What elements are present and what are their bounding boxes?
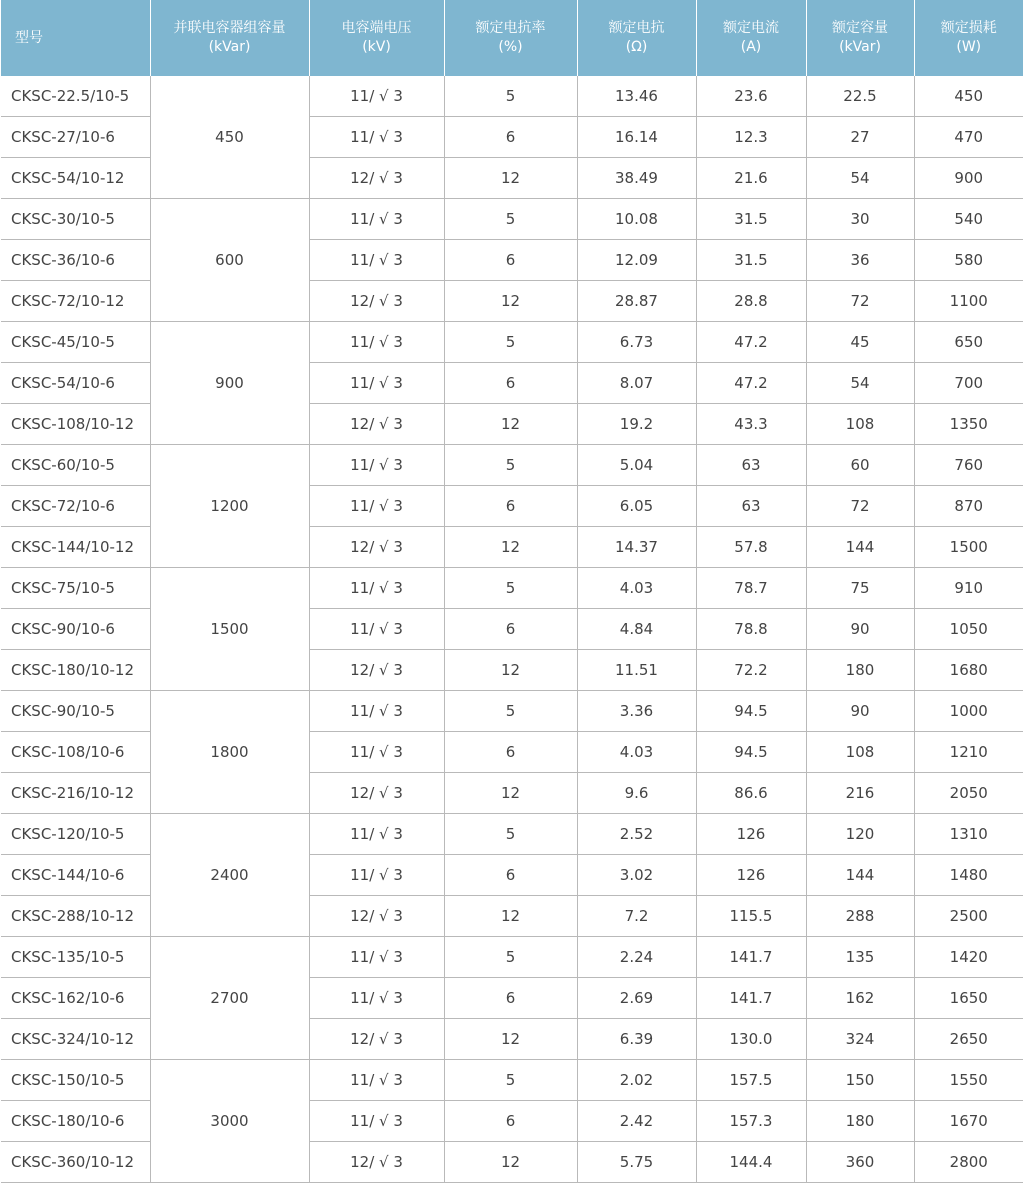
capacity-cell: 216 (806, 773, 914, 814)
reactance-cell: 4.03 (577, 732, 696, 773)
reactance-cell: 13.46 (577, 76, 696, 117)
reactance-rate-cell: 6 (444, 486, 577, 527)
capacity-cell: 144 (806, 855, 914, 896)
header-label: 额定容量 (832, 20, 888, 36)
loss-cell: 1050 (914, 609, 1023, 650)
reactance-cell: 19.2 (577, 404, 696, 445)
reactance-rate-cell: 6 (444, 732, 577, 773)
reactance-rate-cell: 6 (444, 855, 577, 896)
model-cell: CKSC-72/10-6 (1, 486, 150, 527)
voltage-cell: 11/ √ 3 (309, 855, 444, 896)
header-unit: (kV) (362, 39, 391, 55)
capacity-cell: 72 (806, 486, 914, 527)
model-cell: CKSC-216/10-12 (1, 773, 150, 814)
model-cell: CKSC-75/10-5 (1, 568, 150, 609)
current-cell: 12.3 (696, 117, 806, 158)
loss-cell: 540 (914, 199, 1023, 240)
bank-capacity-cell: 600 (150, 199, 309, 322)
table-row (1, 937, 1023, 978)
reactance-cell: 4.84 (577, 609, 696, 650)
capacity-cell: 135 (806, 937, 914, 978)
voltage-cell: 11/ √ 3 (309, 691, 444, 732)
capacity-cell: 108 (806, 732, 914, 773)
reactance-cell: 2.02 (577, 1060, 696, 1101)
reactance-cell: 7.2 (577, 896, 696, 937)
capacity-cell: 90 (806, 609, 914, 650)
current-cell: 130.0 (696, 1019, 806, 1060)
reactance-cell: 11.51 (577, 650, 696, 691)
header-unit: (W) (956, 39, 982, 55)
bank-capacity-cell: 450 (150, 76, 309, 199)
table-body (1, 76, 1023, 1183)
model-cell: CKSC-120/10-5 (1, 814, 150, 855)
reactance-cell: 6.73 (577, 322, 696, 363)
current-cell: 141.7 (696, 937, 806, 978)
reactance-rate-cell: 5 (444, 814, 577, 855)
header-label: 额定电流 (723, 20, 779, 36)
model-cell: CKSC-54/10-12 (1, 158, 150, 199)
header-label: 并联电容器组容量 (173, 20, 286, 36)
reactance-rate-cell: 12 (444, 404, 577, 445)
capacity-cell: 288 (806, 896, 914, 937)
voltage-cell: 12/ √ 3 (309, 281, 444, 322)
reactance-cell: 2.24 (577, 937, 696, 978)
header-loss (914, 0, 1023, 76)
header-bank-capacity (150, 0, 309, 76)
capacity-cell: 54 (806, 158, 914, 199)
current-cell: 47.2 (696, 322, 806, 363)
voltage-cell: 12/ √ 3 (309, 896, 444, 937)
reactance-rate-cell: 12 (444, 896, 577, 937)
reactance-cell: 2.42 (577, 1101, 696, 1142)
reactance-cell: 3.36 (577, 691, 696, 732)
current-cell: 78.7 (696, 568, 806, 609)
loss-cell: 900 (914, 158, 1023, 199)
loss-cell: 1310 (914, 814, 1023, 855)
loss-cell: 450 (914, 76, 1023, 117)
loss-cell: 2050 (914, 773, 1023, 814)
header-current (696, 0, 806, 76)
current-cell: 141.7 (696, 978, 806, 1019)
reactance-rate-cell: 12 (444, 158, 577, 199)
reactance-rate-cell: 6 (444, 117, 577, 158)
reactance-cell: 2.52 (577, 814, 696, 855)
model-cell: CKSC-324/10-12 (1, 1019, 150, 1060)
capacity-cell: 162 (806, 978, 914, 1019)
loss-cell: 1650 (914, 978, 1023, 1019)
voltage-cell: 12/ √ 3 (309, 650, 444, 691)
reactance-cell: 6.39 (577, 1019, 696, 1060)
loss-cell: 1100 (914, 281, 1023, 322)
voltage-cell: 11/ √ 3 (309, 937, 444, 978)
reactance-cell: 38.49 (577, 158, 696, 199)
capacity-cell: 30 (806, 199, 914, 240)
current-cell: 94.5 (696, 691, 806, 732)
model-cell: CKSC-150/10-5 (1, 1060, 150, 1101)
voltage-cell: 11/ √ 3 (309, 322, 444, 363)
table-row (1, 691, 1023, 732)
capacity-cell: 108 (806, 404, 914, 445)
loss-cell: 910 (914, 568, 1023, 609)
current-cell: 72.2 (696, 650, 806, 691)
voltage-cell: 11/ √ 3 (309, 117, 444, 158)
bank-capacity-cell: 1200 (150, 445, 309, 568)
current-cell: 157.5 (696, 1060, 806, 1101)
model-cell: CKSC-90/10-5 (1, 691, 150, 732)
model-cell: CKSC-90/10-6 (1, 609, 150, 650)
voltage-cell: 11/ √ 3 (309, 814, 444, 855)
voltage-cell: 12/ √ 3 (309, 404, 444, 445)
reactance-rate-cell: 5 (444, 322, 577, 363)
header-unit: (kVar) (839, 39, 881, 55)
reactance-cell: 10.08 (577, 199, 696, 240)
header-row (1, 0, 1023, 76)
reactance-rate-cell: 5 (444, 199, 577, 240)
reactance-rate-cell: 12 (444, 1142, 577, 1183)
voltage-cell: 12/ √ 3 (309, 527, 444, 568)
voltage-cell: 11/ √ 3 (309, 1101, 444, 1142)
model-cell: CKSC-27/10-6 (1, 117, 150, 158)
capacity-cell: 75 (806, 568, 914, 609)
loss-cell: 1550 (914, 1060, 1023, 1101)
loss-cell: 580 (914, 240, 1023, 281)
capacity-cell: 180 (806, 1101, 914, 1142)
model-cell: CKSC-22.5/10-5 (1, 76, 150, 117)
voltage-cell: 12/ √ 3 (309, 773, 444, 814)
current-cell: 94.5 (696, 732, 806, 773)
header-label: 额定电抗 (608, 20, 665, 36)
model-cell: CKSC-108/10-12 (1, 404, 150, 445)
reactance-rate-cell: 5 (444, 937, 577, 978)
capacity-cell: 120 (806, 814, 914, 855)
voltage-cell: 11/ √ 3 (309, 199, 444, 240)
loss-cell: 2500 (914, 896, 1023, 937)
loss-cell: 2800 (914, 1142, 1023, 1183)
capacity-cell: 27 (806, 117, 914, 158)
table-row (1, 76, 1023, 117)
reactance-cell: 4.03 (577, 568, 696, 609)
loss-cell: 700 (914, 363, 1023, 404)
current-cell: 21.6 (696, 158, 806, 199)
voltage-cell: 11/ √ 3 (309, 486, 444, 527)
current-cell: 43.3 (696, 404, 806, 445)
voltage-cell: 11/ √ 3 (309, 363, 444, 404)
current-cell: 23.6 (696, 76, 806, 117)
header-label: 额定损耗 (940, 20, 997, 36)
bank-capacity-cell: 1800 (150, 691, 309, 814)
reactance-rate-cell: 6 (444, 1101, 577, 1142)
header-unit: (kVar) (208, 39, 251, 55)
reactance-cell: 5.04 (577, 445, 696, 486)
reactance-rate-cell: 5 (444, 1060, 577, 1101)
capacity-cell: 150 (806, 1060, 914, 1101)
reactance-rate-cell: 5 (444, 76, 577, 117)
model-cell: CKSC-54/10-6 (1, 363, 150, 404)
voltage-cell: 12/ √ 3 (309, 1019, 444, 1060)
current-cell: 78.8 (696, 609, 806, 650)
current-cell: 47.2 (696, 363, 806, 404)
voltage-cell: 12/ √ 3 (309, 1142, 444, 1183)
spec-table (1, 0, 1023, 1183)
capacity-cell: 324 (806, 1019, 914, 1060)
loss-cell: 2650 (914, 1019, 1023, 1060)
capacity-cell: 45 (806, 322, 914, 363)
reactance-rate-cell: 12 (444, 281, 577, 322)
model-cell: CKSC-45/10-5 (1, 322, 150, 363)
loss-cell: 1680 (914, 650, 1023, 691)
model-cell: CKSC-144/10-12 (1, 527, 150, 568)
loss-cell: 870 (914, 486, 1023, 527)
current-cell: 86.6 (696, 773, 806, 814)
loss-cell: 1500 (914, 527, 1023, 568)
header-model (1, 0, 150, 76)
table-row (1, 322, 1023, 363)
reactance-rate-cell: 5 (444, 568, 577, 609)
loss-cell: 1210 (914, 732, 1023, 773)
reactance-cell: 8.07 (577, 363, 696, 404)
header-unit: (%) (498, 39, 523, 55)
bank-capacity-cell: 1500 (150, 568, 309, 691)
model-cell: CKSC-180/10-6 (1, 1101, 150, 1142)
table-row (1, 568, 1023, 609)
voltage-cell: 12/ √ 3 (309, 158, 444, 199)
reactance-cell: 5.75 (577, 1142, 696, 1183)
reactance-rate-cell: 12 (444, 527, 577, 568)
current-cell: 31.5 (696, 199, 806, 240)
loss-cell: 1350 (914, 404, 1023, 445)
capacity-cell: 360 (806, 1142, 914, 1183)
capacity-cell: 36 (806, 240, 914, 281)
header-unit: (Ω) (625, 39, 648, 55)
header-reactance (577, 0, 696, 76)
capacity-cell: 180 (806, 650, 914, 691)
bank-capacity-cell: 3000 (150, 1060, 309, 1183)
capacity-cell: 144 (806, 527, 914, 568)
voltage-cell: 11/ √ 3 (309, 568, 444, 609)
reactance-rate-cell: 5 (444, 445, 577, 486)
capacity-cell: 60 (806, 445, 914, 486)
current-cell: 63 (696, 445, 806, 486)
bank-capacity-cell: 900 (150, 322, 309, 445)
reactance-cell: 3.02 (577, 855, 696, 896)
header-label: 电容端电压 (341, 20, 412, 36)
table-row (1, 814, 1023, 855)
current-cell: 63 (696, 486, 806, 527)
voltage-cell: 11/ √ 3 (309, 240, 444, 281)
reactance-cell: 2.69 (577, 978, 696, 1019)
header-reactance-rate (444, 0, 577, 76)
header-capacity (806, 0, 914, 76)
voltage-cell: 11/ √ 3 (309, 1060, 444, 1101)
current-cell: 28.8 (696, 281, 806, 322)
bank-capacity-cell: 2700 (150, 937, 309, 1060)
reactance-cell: 16.14 (577, 117, 696, 158)
header-label: 型号 (15, 29, 43, 46)
model-cell: CKSC-180/10-12 (1, 650, 150, 691)
model-cell: CKSC-36/10-6 (1, 240, 150, 281)
voltage-cell: 11/ √ 3 (309, 732, 444, 773)
loss-cell: 1000 (914, 691, 1023, 732)
reactance-cell: 6.05 (577, 486, 696, 527)
capacity-cell: 90 (806, 691, 914, 732)
model-cell: CKSC-288/10-12 (1, 896, 150, 937)
table-row (1, 199, 1023, 240)
reactance-cell: 28.87 (577, 281, 696, 322)
voltage-cell: 11/ √ 3 (309, 609, 444, 650)
current-cell: 126 (696, 855, 806, 896)
reactance-cell: 12.09 (577, 240, 696, 281)
model-cell: CKSC-144/10-6 (1, 855, 150, 896)
current-cell: 115.5 (696, 896, 806, 937)
capacity-cell: 54 (806, 363, 914, 404)
model-cell: CKSC-60/10-5 (1, 445, 150, 486)
capacity-cell: 72 (806, 281, 914, 322)
reactance-cell: 14.37 (577, 527, 696, 568)
loss-cell: 1670 (914, 1101, 1023, 1142)
voltage-cell: 11/ √ 3 (309, 978, 444, 1019)
model-cell: CKSC-360/10-12 (1, 1142, 150, 1183)
model-cell: CKSC-30/10-5 (1, 199, 150, 240)
current-cell: 57.8 (696, 527, 806, 568)
loss-cell: 1420 (914, 937, 1023, 978)
table-row (1, 1060, 1023, 1101)
reactance-rate-cell: 6 (444, 609, 577, 650)
current-cell: 31.5 (696, 240, 806, 281)
current-cell: 144.4 (696, 1142, 806, 1183)
capacity-cell: 22.5 (806, 76, 914, 117)
loss-cell: 470 (914, 117, 1023, 158)
model-cell: CKSC-135/10-5 (1, 937, 150, 978)
reactance-rate-cell: 6 (444, 240, 577, 281)
bank-capacity-cell: 2400 (150, 814, 309, 937)
reactance-rate-cell: 12 (444, 773, 577, 814)
header-unit: (A) (740, 39, 762, 55)
reactance-rate-cell: 12 (444, 1019, 577, 1060)
header-voltage (309, 0, 444, 76)
loss-cell: 760 (914, 445, 1023, 486)
model-cell: CKSC-72/10-12 (1, 281, 150, 322)
voltage-cell: 11/ √ 3 (309, 445, 444, 486)
reactance-cell: 9.6 (577, 773, 696, 814)
table-row (1, 445, 1023, 486)
voltage-cell: 11/ √ 3 (309, 76, 444, 117)
model-cell: CKSC-108/10-6 (1, 732, 150, 773)
loss-cell: 650 (914, 322, 1023, 363)
model-cell: CKSC-162/10-6 (1, 978, 150, 1019)
reactance-rate-cell: 6 (444, 363, 577, 404)
reactance-rate-cell: 12 (444, 650, 577, 691)
header-label: 额定电抗率 (475, 20, 546, 36)
current-cell: 157.3 (696, 1101, 806, 1142)
reactance-rate-cell: 5 (444, 691, 577, 732)
loss-cell: 1480 (914, 855, 1023, 896)
reactance-rate-cell: 6 (444, 978, 577, 1019)
current-cell: 126 (696, 814, 806, 855)
